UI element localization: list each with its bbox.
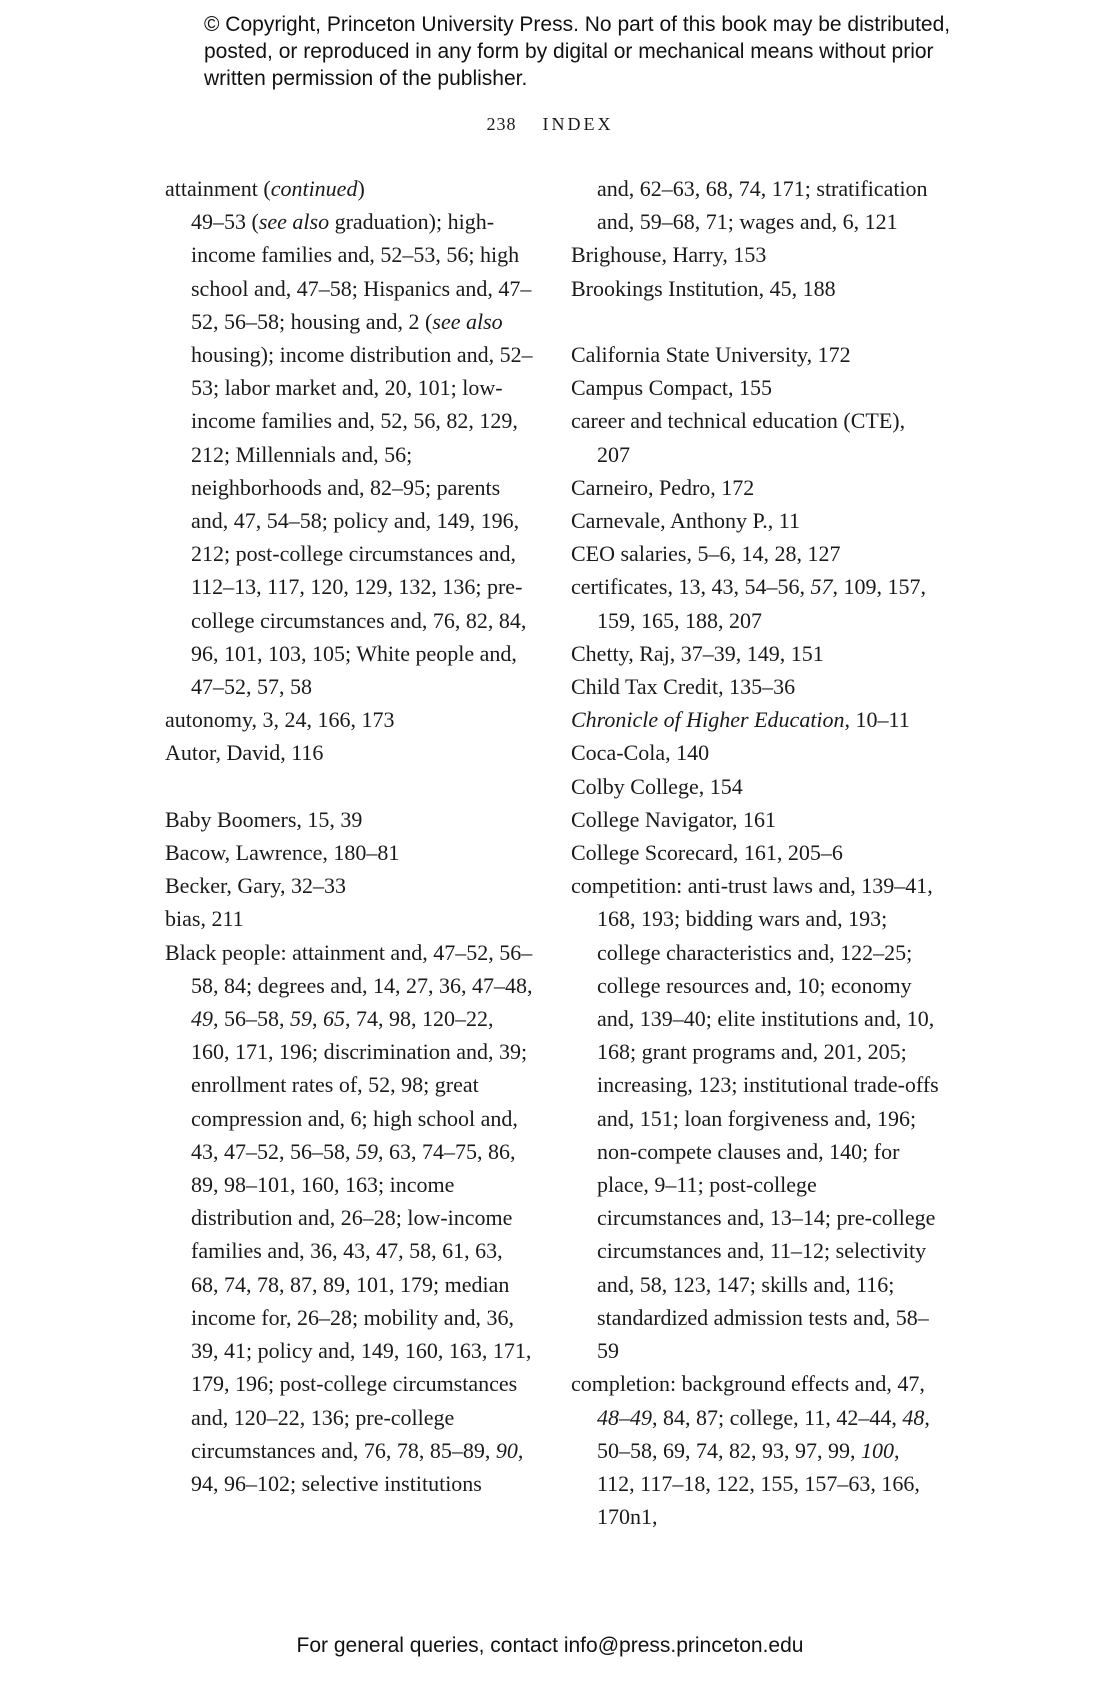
letter-group-gap	[571, 305, 941, 338]
index-entry: Autor, David, 116	[165, 740, 324, 766]
index-entry: Chetty, Raj, 37–39, 149, 151	[571, 640, 824, 666]
index-entry-continuation: and, 62–63, 68, 74, 171; stratification and, 59–68, 71; wages and, 6, 121	[597, 176, 928, 235]
index-entry: autonomy, 3, 24, 166, 173	[165, 707, 395, 733]
copyright-notice: © Copyright, Princeton University Press. No part of this book may be distributed, posted, or reproduced in any form by digital or mechanical means without prior written permission of the publisher.	[204, 13, 951, 90]
index-entry: completion: background effects and, 47, 48–49, 84, 87; college, 11, 42–44, 48, 50–58, 69, 74, 82, 93, 97, 99, 100, 112, 117–18, 122, 155, 157–63, 166, 170n1,	[571, 1371, 930, 1530]
index-entry: Carneiro, Pedro, 172	[571, 474, 755, 500]
section-title: INDEX	[542, 114, 614, 134]
index-entry: Baby Boomers, 15, 39	[165, 806, 363, 832]
index-entry: competition: anti-trust laws and, 139–41, 168, 193; bidding wars and, 193; college characteristics and, 122–25; college resources and, 10; economy and, 139–40; elite institutions and, 10, 168; grant programs and, 201, 205; increasing, 123; institutional trade-offs and, 151; loan forgiveness and, 196; non-compete clauses and, 140; for place, 9–11; post-college circumstances and, 13–14; pre-college circumstances and, 11–12; selectivity and, 58, 123, 147; skills and, 116; standardized admission tests and, 58–59	[571, 873, 939, 1364]
index-entry: Bacow, Lawrence, 180–81	[165, 840, 400, 866]
index-entry: Campus Compact, 155	[571, 375, 773, 401]
letter-group-gap	[165, 770, 535, 803]
index-entry: California State University, 172	[571, 342, 851, 367]
index-entry: certificates, 13, 43, 54–56, 57, 109, 157, 159, 165, 188, 207	[571, 574, 926, 633]
running-head	[0, 114, 1100, 135]
index-entry: Becker, Gary, 32–33	[165, 873, 346, 899]
index-entry: Child Tax Credit, 135–36	[571, 674, 796, 700]
index-entry: career and technical education (CTE), 207	[571, 408, 906, 467]
page-number: 238	[486, 114, 517, 134]
index-entry-continuation: 49–53 (see also graduation); high-income families and, 52–53, 56; high school and, 47–58; Hispanics and, 47–52, 56–58; housing and, 2 (see also housing); income distribution and, 52–53; labor market and, 20, 101; low-income families and, 52, 56, 82, 129, 212; Millennials and, 56; neighborhoods and, 82–95; parents and, 47, 54–58; policy and, 149, 196, 212; post-college circumstances and, 112–13, 117, 120, 129, 132, 136; pre-college circumstances and, 76, 82, 84, 96, 101, 103, 105; White people and, 47–52, 57, 58	[191, 209, 533, 700]
index-entry: Brighouse, Harry, 153	[571, 242, 767, 268]
index-entry: Coca-Cola, 140	[571, 740, 710, 766]
index-entry: attainment (continued)	[165, 176, 365, 201]
footer-contact: For general queries, contact info@press.princeton.edu	[296, 1634, 804, 1657]
index-entry: College Scorecard, 161, 205–6	[571, 840, 843, 866]
index-entry: bias, 211	[165, 906, 244, 932]
index-entry: Black people: attainment and, 47–52, 56–58, 84; degrees and, 14, 27, 36, 47–48, 49, 56–58, 59, 65, 74, 98, 120–22, 160, 171, 196; discrimination and, 39; enrollment rates of, 52, 98; great compression and, 6; high school and, 43, 47–52, 56–58, 59, 63, 74–75, 86, 89, 98–101, 160, 163; income distribution and, 26–28; low-income families and, 36, 43, 47, 58, 61, 63, 68, 74, 78, 87, 89, 101, 179; median income for, 26–28; mobility and, 36, 39, 41; policy and, 149, 160, 163, 171, 179, 196; post-college circumstances and, 120–22, 136; pre-college circumstances and, 76, 78, 85–89, 90, 94, 96–102; selective institutions	[165, 939, 533, 1496]
index-column-right	[571, 172, 941, 1533]
index-entry: Brookings Institution, 45, 188	[571, 275, 836, 301]
index-entry: CEO salaries, 5–6, 14, 28, 127	[571, 541, 841, 567]
index-entry: Carnevale, Anthony P., 11	[571, 508, 800, 534]
index-column-left	[165, 172, 535, 1500]
index-entry: Colby College, 154	[571, 773, 743, 799]
index-entry: College Navigator, 161	[571, 806, 777, 832]
index-entry: Chronicle of Higher Education, 10–11	[571, 707, 910, 733]
